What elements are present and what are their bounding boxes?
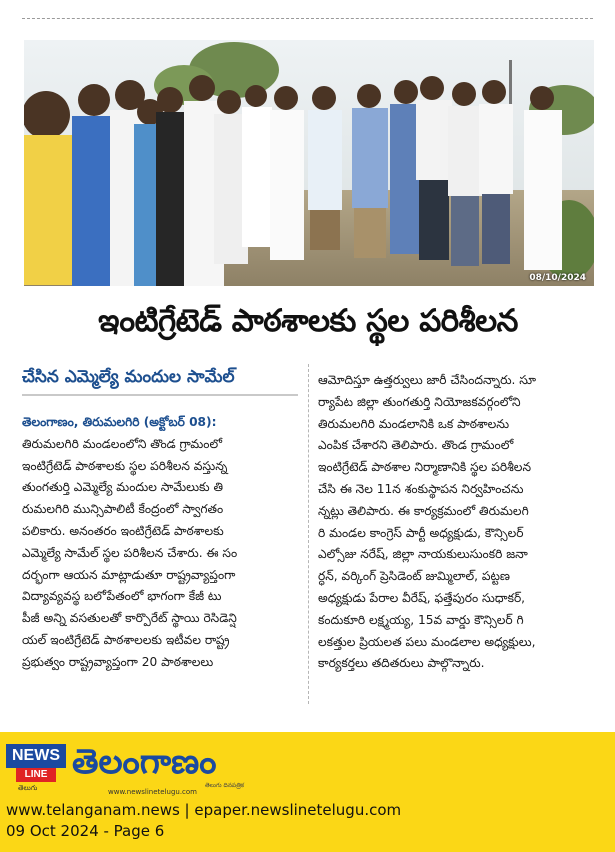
article-right-column: [318, 370, 596, 675]
news-photo-illustration: [24, 40, 594, 286]
brand-url[interactable]: www.newslinetelugu.com: [108, 788, 197, 796]
edition-info: 09 Oct 2024 - Page 6: [6, 822, 165, 840]
article-left-column: [22, 412, 298, 674]
body-line: కార్యకర్తలు తదితరులు పాల్గొన్నారు.: [318, 656, 485, 671]
dateline: తెలంగాణం, తిరుమలగిరి (అక్టోబర్ 08):: [22, 415, 217, 429]
logo-tagline: తెలుగు: [18, 784, 38, 792]
subheadline: చేసిన ఎమ్మెల్యే మందుల సామేల్: [22, 367, 235, 387]
logo-news-text: NEWS: [6, 744, 66, 768]
body-line: పీజీ అన్ని వసతులతో కార్పొరేట్ స్థాయి రెసిడెన్షి: [22, 611, 237, 626]
body-line: రుమలగిరి మున్సిపాలిటీ కేంద్రంలో స్వాగతం: [22, 502, 224, 517]
body-line: విద్యావ్యవస్థ బలోపేతంలో భాగంగా కేజీ టు: [22, 589, 222, 604]
body-line: తుంగతుర్తి ఎమ్మెల్యే మందుల సామేలుకు తి: [22, 480, 224, 495]
body-line: ఆమోదిస్తూ ఉత్తర్వులు జారీ చేసిందన్నారు. సూ: [318, 373, 537, 387]
brand-tagline: తెలుగు దినపత్రిక: [205, 782, 245, 789]
column-divider: [308, 364, 309, 704]
body-line: ఎంపిక చేశారని తెలిపారు. తొండ గ్రామంలో: [318, 438, 514, 453]
body-line: కందుకూరి లక్ష్మయ్య, 15వ వార్డు కౌన్సిలర్ గి: [318, 612, 524, 627]
body-line: న్నట్లు తెలిపారు. ఈ కార్యక్రమంలో తిరుమలగి: [318, 503, 529, 518]
body-line: ఎల్సోజు నరేష్, జిల్లా నాయకులుసుంకరి జనా: [318, 547, 528, 562]
body-line: ఎమ్మెల్యే సామేల్ స్థల పరిశీలన చేశారు. ఈ సం: [22, 545, 238, 560]
body-line: పలికారు. అనంతరం ఇంటిగ్రేటెడ్ పాఠశాలకు: [22, 523, 224, 538]
news-photo: [24, 40, 594, 286]
body-line: చేసి ఈ నెల 11న శంకుస్థాపన నిర్వహించను: [318, 481, 524, 496]
body-line: తిరుమలగిరి మండలంలోని తొండ గ్రామంలో: [22, 436, 222, 451]
epaper-footer: [0, 732, 615, 852]
body-line: ఇంటిగ్రేటెడ్ పాఠశాలకు స్థల పరిశీలన వస్తున్న: [22, 458, 228, 473]
body-line: లకత్తుల ప్రియలత పలు మండలాల అధ్యక్షులు,: [318, 634, 536, 649]
subhead-divider: [22, 394, 298, 396]
telanganam-brand[interactable]: తెలంగాణం: [72, 742, 217, 782]
body-line: ర్యాపేట జిల్లా తుంగతుర్తి నియోజకవర్గంలోని: [318, 394, 521, 409]
body-line: ఇంటిగ్రేటెడ్ పాఠశాల నిర్మాణానికి స్థల పరిశీలన: [318, 460, 531, 475]
body-line: రి మండల కాంగ్రెస్ పార్టీ అధ్యక్షుడు, కౌన్సిలర్: [318, 525, 524, 540]
body-line: ప్రభుత్వం రాష్ట్రవ్యాప్తంగా 20 పాఠశాలలు: [22, 654, 214, 669]
body-line: తిరుమలగిరి మండలానికి ఒక పాఠశాలను: [318, 416, 510, 431]
body-line: దర్భంగా ఆయన మాట్లాడుతూ రాష్ట్రవ్యాప్తంగా: [22, 567, 236, 582]
top-dashed-rule: [22, 18, 593, 19]
photo-date-stamp: 08/10/2024: [529, 273, 586, 283]
body-line: ర్ధన్, వర్కింగ్ ప్రెసిడెంట్ జుమ్మిలాల్, పట్టణ: [318, 569, 511, 584]
body-line: యల్ ఇంటిగ్రేటెడ్ పాఠశాలలకు ఇటీవల రాష్ట్ర: [22, 632, 230, 647]
headline: ఇంటిగ్రేటెడ్ పాఠశాలకు స్థల పరిశీలన: [98, 303, 518, 339]
newsline-logo[interactable]: [6, 744, 66, 790]
logo-line-text: LINE: [16, 768, 56, 782]
body-line: అధ్యక్షుడు పేరాల వీరేష్, ఫత్తేపురం సుధాకర్,: [318, 590, 526, 605]
footer-links[interactable]: www.telanganam.news | epaper.newslinetelugu.com: [6, 801, 402, 819]
